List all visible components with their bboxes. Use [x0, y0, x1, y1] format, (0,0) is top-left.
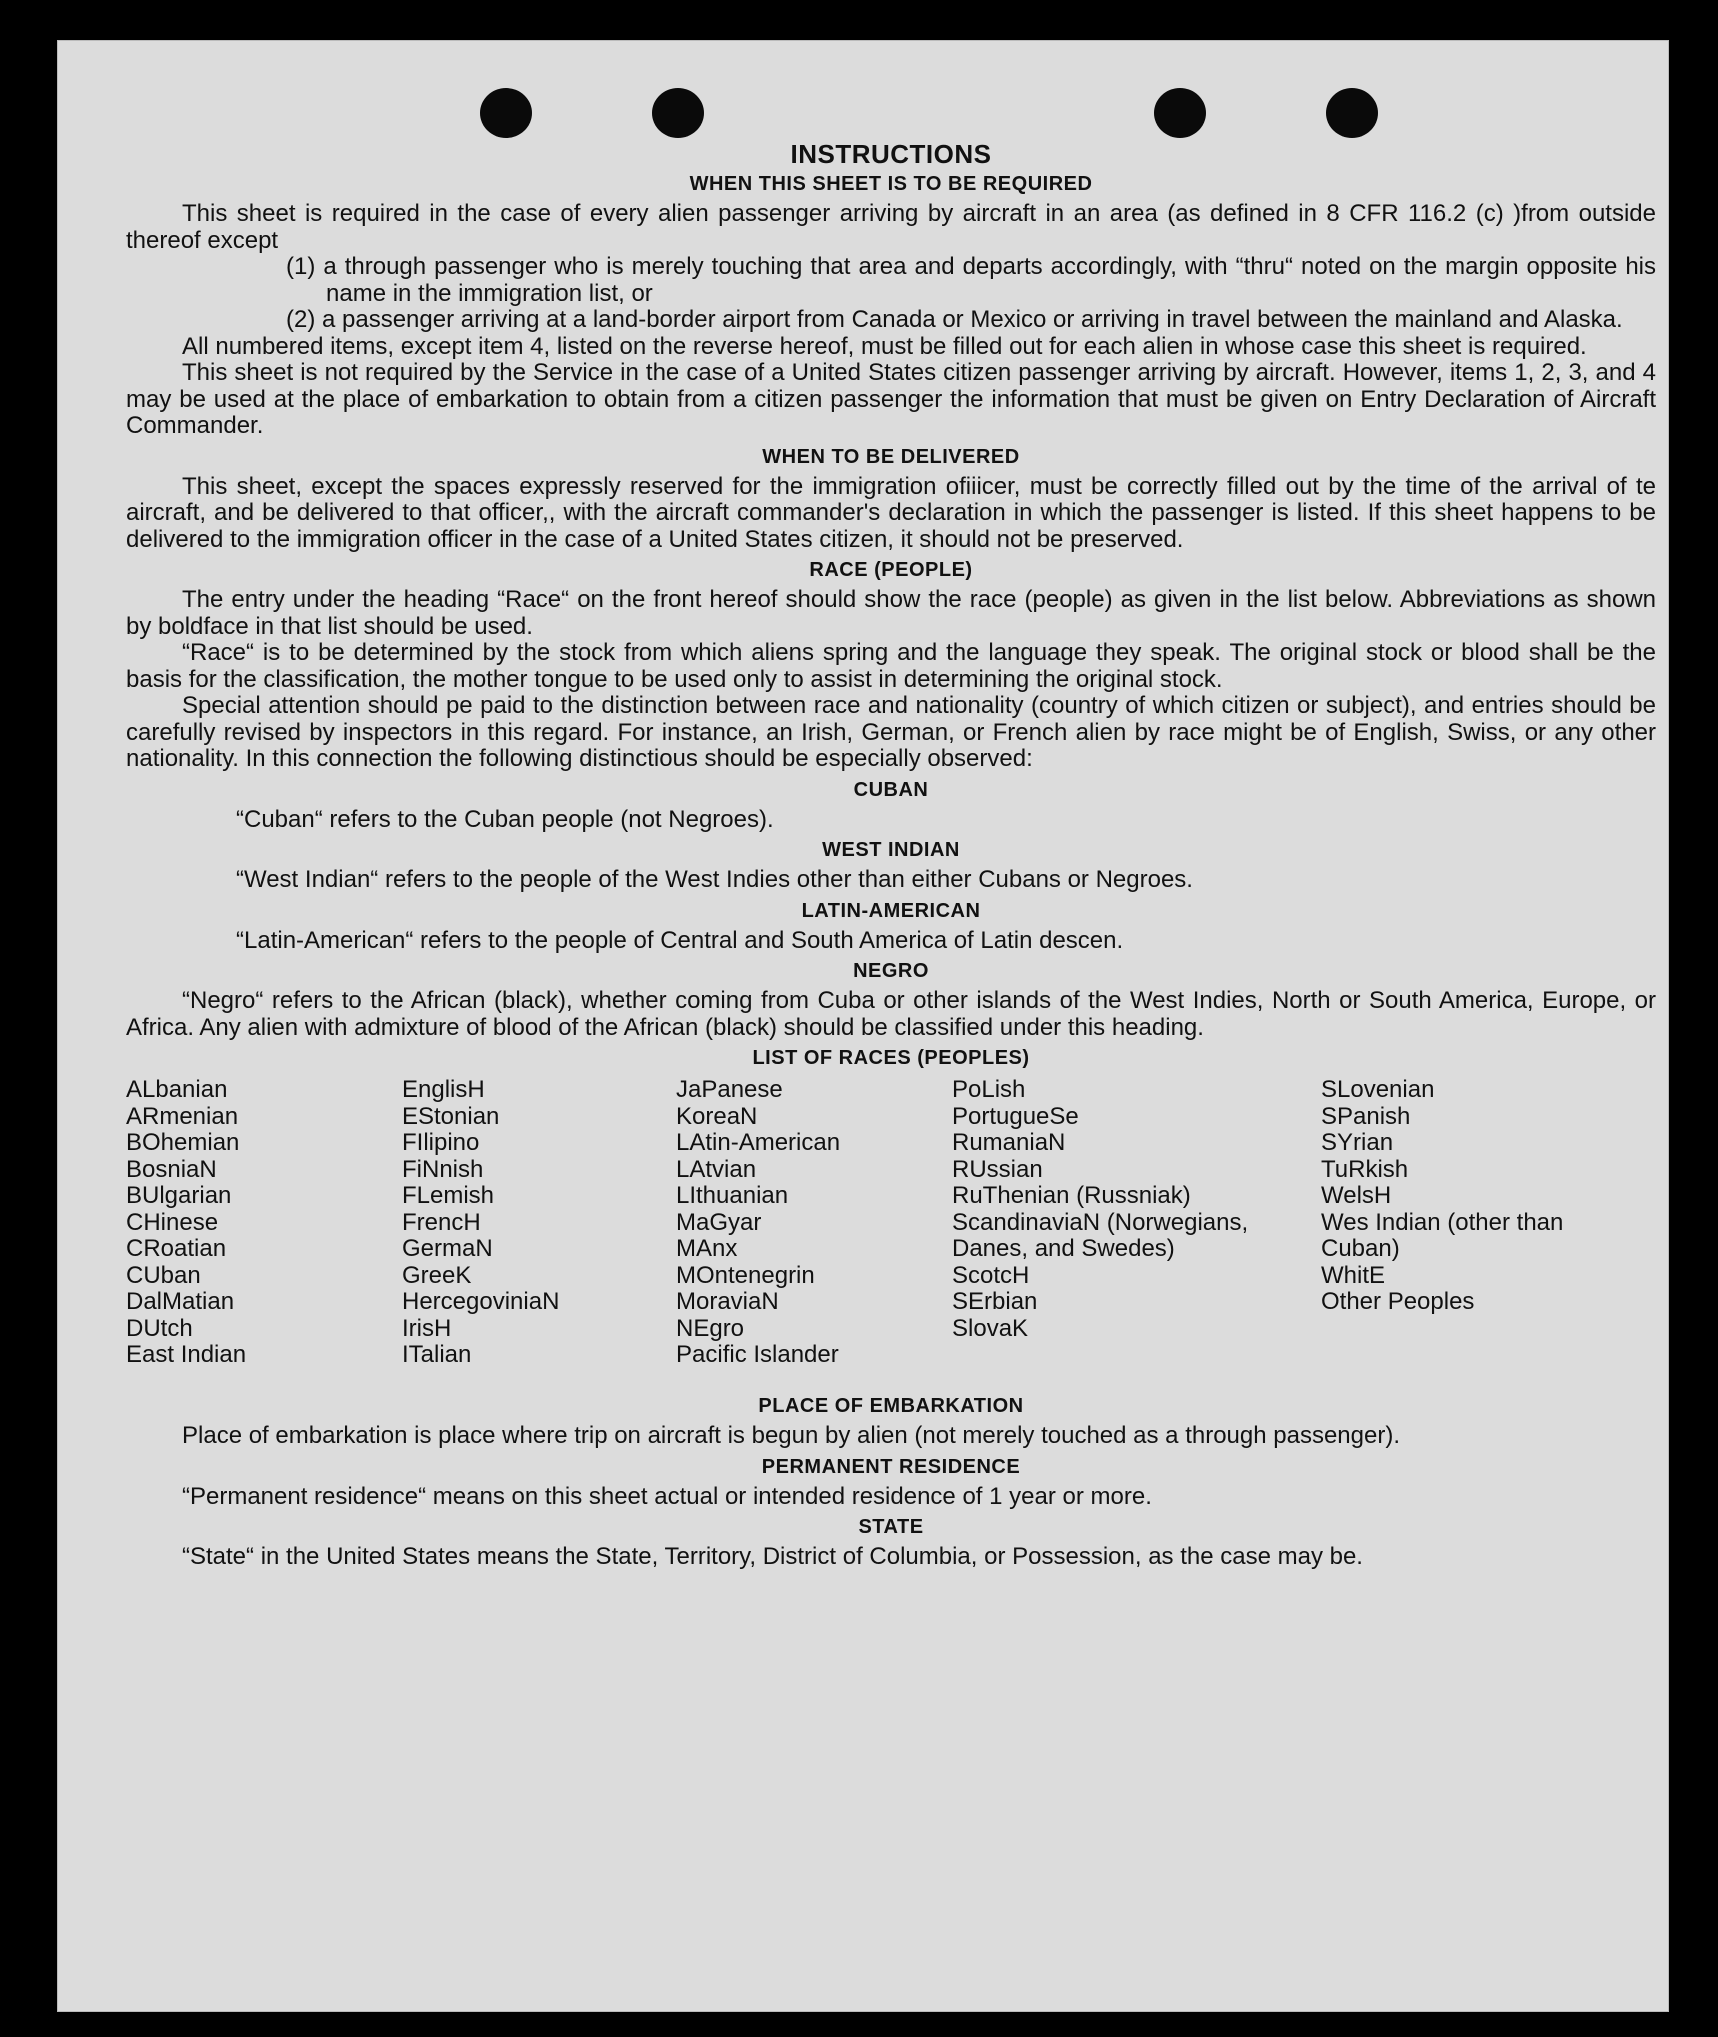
race-entry: SYrian	[1321, 1129, 1394, 1156]
race-entry: CRoatian	[126, 1235, 227, 1262]
race-entry: DalMatian	[126, 1288, 235, 1315]
race-text-2: “Race“ is to be determined by the stock from which aliens spring and the language they speak. The original stock or blood shall be the basis for the classification, the mother tongue to be used only to assist in determining the original stock.	[126, 639, 1656, 693]
race-entry: NEgro	[676, 1314, 745, 1342]
state-text: “State“ in the United States means the State, Territory, District of Columbia, or Possession, as the case may be.	[182, 1543, 1363, 1570]
race-entry: FLemish	[402, 1182, 495, 1209]
race-entry: CHinese	[126, 1208, 219, 1236]
section-heading-race: RACE (PEOPLE)	[809, 559, 973, 581]
exception-2: (2) a passenger arriving at a land-border airport from Canada or Mexico or arriving in travel between the mainland and Alaska.	[286, 306, 1623, 333]
section-heading-west-indian: WEST INDIAN	[822, 839, 960, 861]
permanent-residence-text: “Permanent residence“ means on this sheet actual or intended residence of 1 year or more.	[182, 1482, 1152, 1510]
race-entry: East Indian	[126, 1341, 247, 1368]
section-heading-permanent-residence: PERMANENT RESIDENCE	[761, 1455, 1021, 1478]
race-entry: SLovenian	[1321, 1076, 1435, 1103]
race-entry: GermaN	[402, 1235, 493, 1262]
race-entry: JaPanese	[676, 1076, 783, 1103]
race-entry: WhitE	[1321, 1261, 1386, 1289]
race-entry: FiNnish	[402, 1155, 484, 1183]
section-heading-delivered: WHEN TO BE DELIVERED	[762, 445, 1020, 468]
race-entry: MOntenegrin	[676, 1261, 815, 1289]
required-intro: This sheet is required in the case of every alien passenger arriving by aircraft in an area (as defined in 8 CFR 116.2 (c) )from outside thereof except	[126, 200, 1656, 254]
race-entry: ScotcH	[952, 1261, 1030, 1289]
race-entry: SPanish	[1321, 1102, 1411, 1130]
race-entry: LAtin-American	[676, 1129, 841, 1156]
race-entry: PortugueSe	[952, 1102, 1079, 1130]
race-entry: TuRkish	[1321, 1155, 1409, 1183]
west-indian-text: “West Indian“ refers to the people of the West Indies other than either Cubans or Negroes.	[236, 866, 1193, 893]
race-entry: RUssian	[952, 1155, 1043, 1183]
races-list	[126, 1077, 1656, 1389]
race-entry: PoLish	[952, 1076, 1026, 1103]
races-column-3	[676, 1077, 840, 1369]
exception-1: (1) a through passenger who is merely touching that area and departs accordingly, with “thru“ noted on the margin opposite his name in the immigration list, or	[286, 253, 1656, 307]
race-entry: BUlgarian	[126, 1182, 232, 1209]
race-entry: HercegoviniaN	[402, 1288, 560, 1315]
numbered-items-text: All numbered items, except item 4, listed on the reverse hereof, must be filled out for each alien in whose case this sheet is required.	[182, 332, 1587, 360]
race-entry: LAtvian	[676, 1155, 757, 1183]
race-entry: MoraviaN	[676, 1288, 779, 1315]
race-entry: MAnx	[676, 1235, 738, 1262]
race-text-3: Special attention should pe paid to the distinction between race and nationality (country of which citizen or subject), and entries should be carefully revised by inspectors in this regard. For instance, an Irish, German, or French alien by race might be of English, Swiss, or any other nationality. In this connection the following distinctious should be especially observed:	[126, 692, 1656, 772]
race-entry: BosniaN	[126, 1155, 217, 1183]
race-entry: RuThenian (Russniak)	[952, 1182, 1191, 1209]
races-column-5	[1321, 1077, 1641, 1316]
section-heading-list-of-races: LIST OF RACES (PEOPLES)	[752, 1047, 1030, 1069]
race-entry: ALbanian	[126, 1076, 228, 1103]
race-entry: MaGyar	[676, 1208, 762, 1236]
race-entry: BOhemian	[126, 1129, 240, 1156]
delivered-text: This sheet, except the spaces expressly reserved for the immigration ofiiicer, must be correctly filled out by the time of the arrival of te aircraft, and be delivered to that officer,, with the aircraft commander's declaration in which the passenger is listed. If this sheet happens to be delivered to the immigration officer in the case of a United States citizen, it should not be preserved.	[126, 472, 1656, 553]
document-page	[57, 40, 1669, 2012]
race-text-1: The entry under the heading “Race“ on the front hereof should show the race (people) as given in the list below. Abbreviations as shown by boldface in that list should be used.	[126, 586, 1656, 640]
race-entry: LIthuanian	[676, 1182, 789, 1209]
race-entry: Wes Indian (other than Cuban)	[1321, 1208, 1564, 1262]
section-heading-when-required: WHEN THIS SHEET IS TO BE REQUIRED	[689, 173, 1093, 195]
section-heading-negro: NEGRO	[853, 960, 929, 982]
race-entry: WelsH	[1321, 1182, 1392, 1209]
page-title: INSTRUCTIONS	[790, 139, 992, 169]
race-entry: FrencH	[402, 1208, 481, 1236]
section-heading-state: STATE	[858, 1516, 924, 1538]
citizen-note: This sheet is not required by the Service in the case of a United States citizen passenger arriving by aircraft. However, items 1, 2, 3, and 4 may be used at the place of embarkation to obtain from a citizen passenger the information that must be given on Entry Declaration of Aircraft Commander.	[126, 359, 1656, 439]
race-entry: Pacific Islander	[676, 1341, 839, 1368]
race-entry: GreeK	[402, 1261, 472, 1289]
instructions-body	[126, 103, 1656, 1571]
race-entry: SlovaK	[952, 1314, 1029, 1342]
race-entry: DUtch	[126, 1314, 193, 1342]
race-entry: IrisH	[402, 1314, 452, 1342]
embarkation-text: Place of embarkation is place where trip on aircraft is begun by alien (not merely touched as a through passenger).	[182, 1422, 1400, 1449]
race-entry: SErbian	[952, 1288, 1038, 1315]
race-entry: ITalian	[402, 1341, 472, 1368]
race-entry: KoreaN	[676, 1102, 758, 1130]
races-column-1	[126, 1077, 246, 1369]
race-entry: RumaniaN	[952, 1129, 1066, 1156]
race-entry: EnglisH	[402, 1076, 485, 1103]
section-heading-embarkation: PLACE OF EMBARKATION	[758, 1395, 1024, 1417]
race-entry: EStonian	[402, 1102, 500, 1130]
section-heading-cuban: CUBAN	[853, 778, 929, 801]
race-entry: ScandinaviaN (Norwegians, Danes, and Swedes)	[952, 1208, 1249, 1262]
cuban-text: “Cuban“ refers to the Cuban people (not Negroes).	[236, 805, 774, 833]
races-column-4	[952, 1077, 1252, 1342]
race-entry: CUban	[126, 1261, 201, 1289]
section-heading-latin-american: LATIN-AMERICAN	[801, 899, 981, 922]
race-entry: ARmenian	[126, 1102, 239, 1130]
races-column-2	[402, 1077, 559, 1369]
latin-american-text: “Latin-American“ refers to the people of Central and South America of Latin descen.	[236, 926, 1124, 954]
race-entry: Other Peoples	[1321, 1288, 1475, 1315]
negro-text: “Negro“ refers to the African (black), whether coming from Cuba or other islands of the West Indies, North or South America, Europe, or Africa. Any alien with admixture of blood of the African (black) should be classified under this heading.	[126, 987, 1656, 1041]
race-entry: FIlipino	[402, 1129, 480, 1156]
